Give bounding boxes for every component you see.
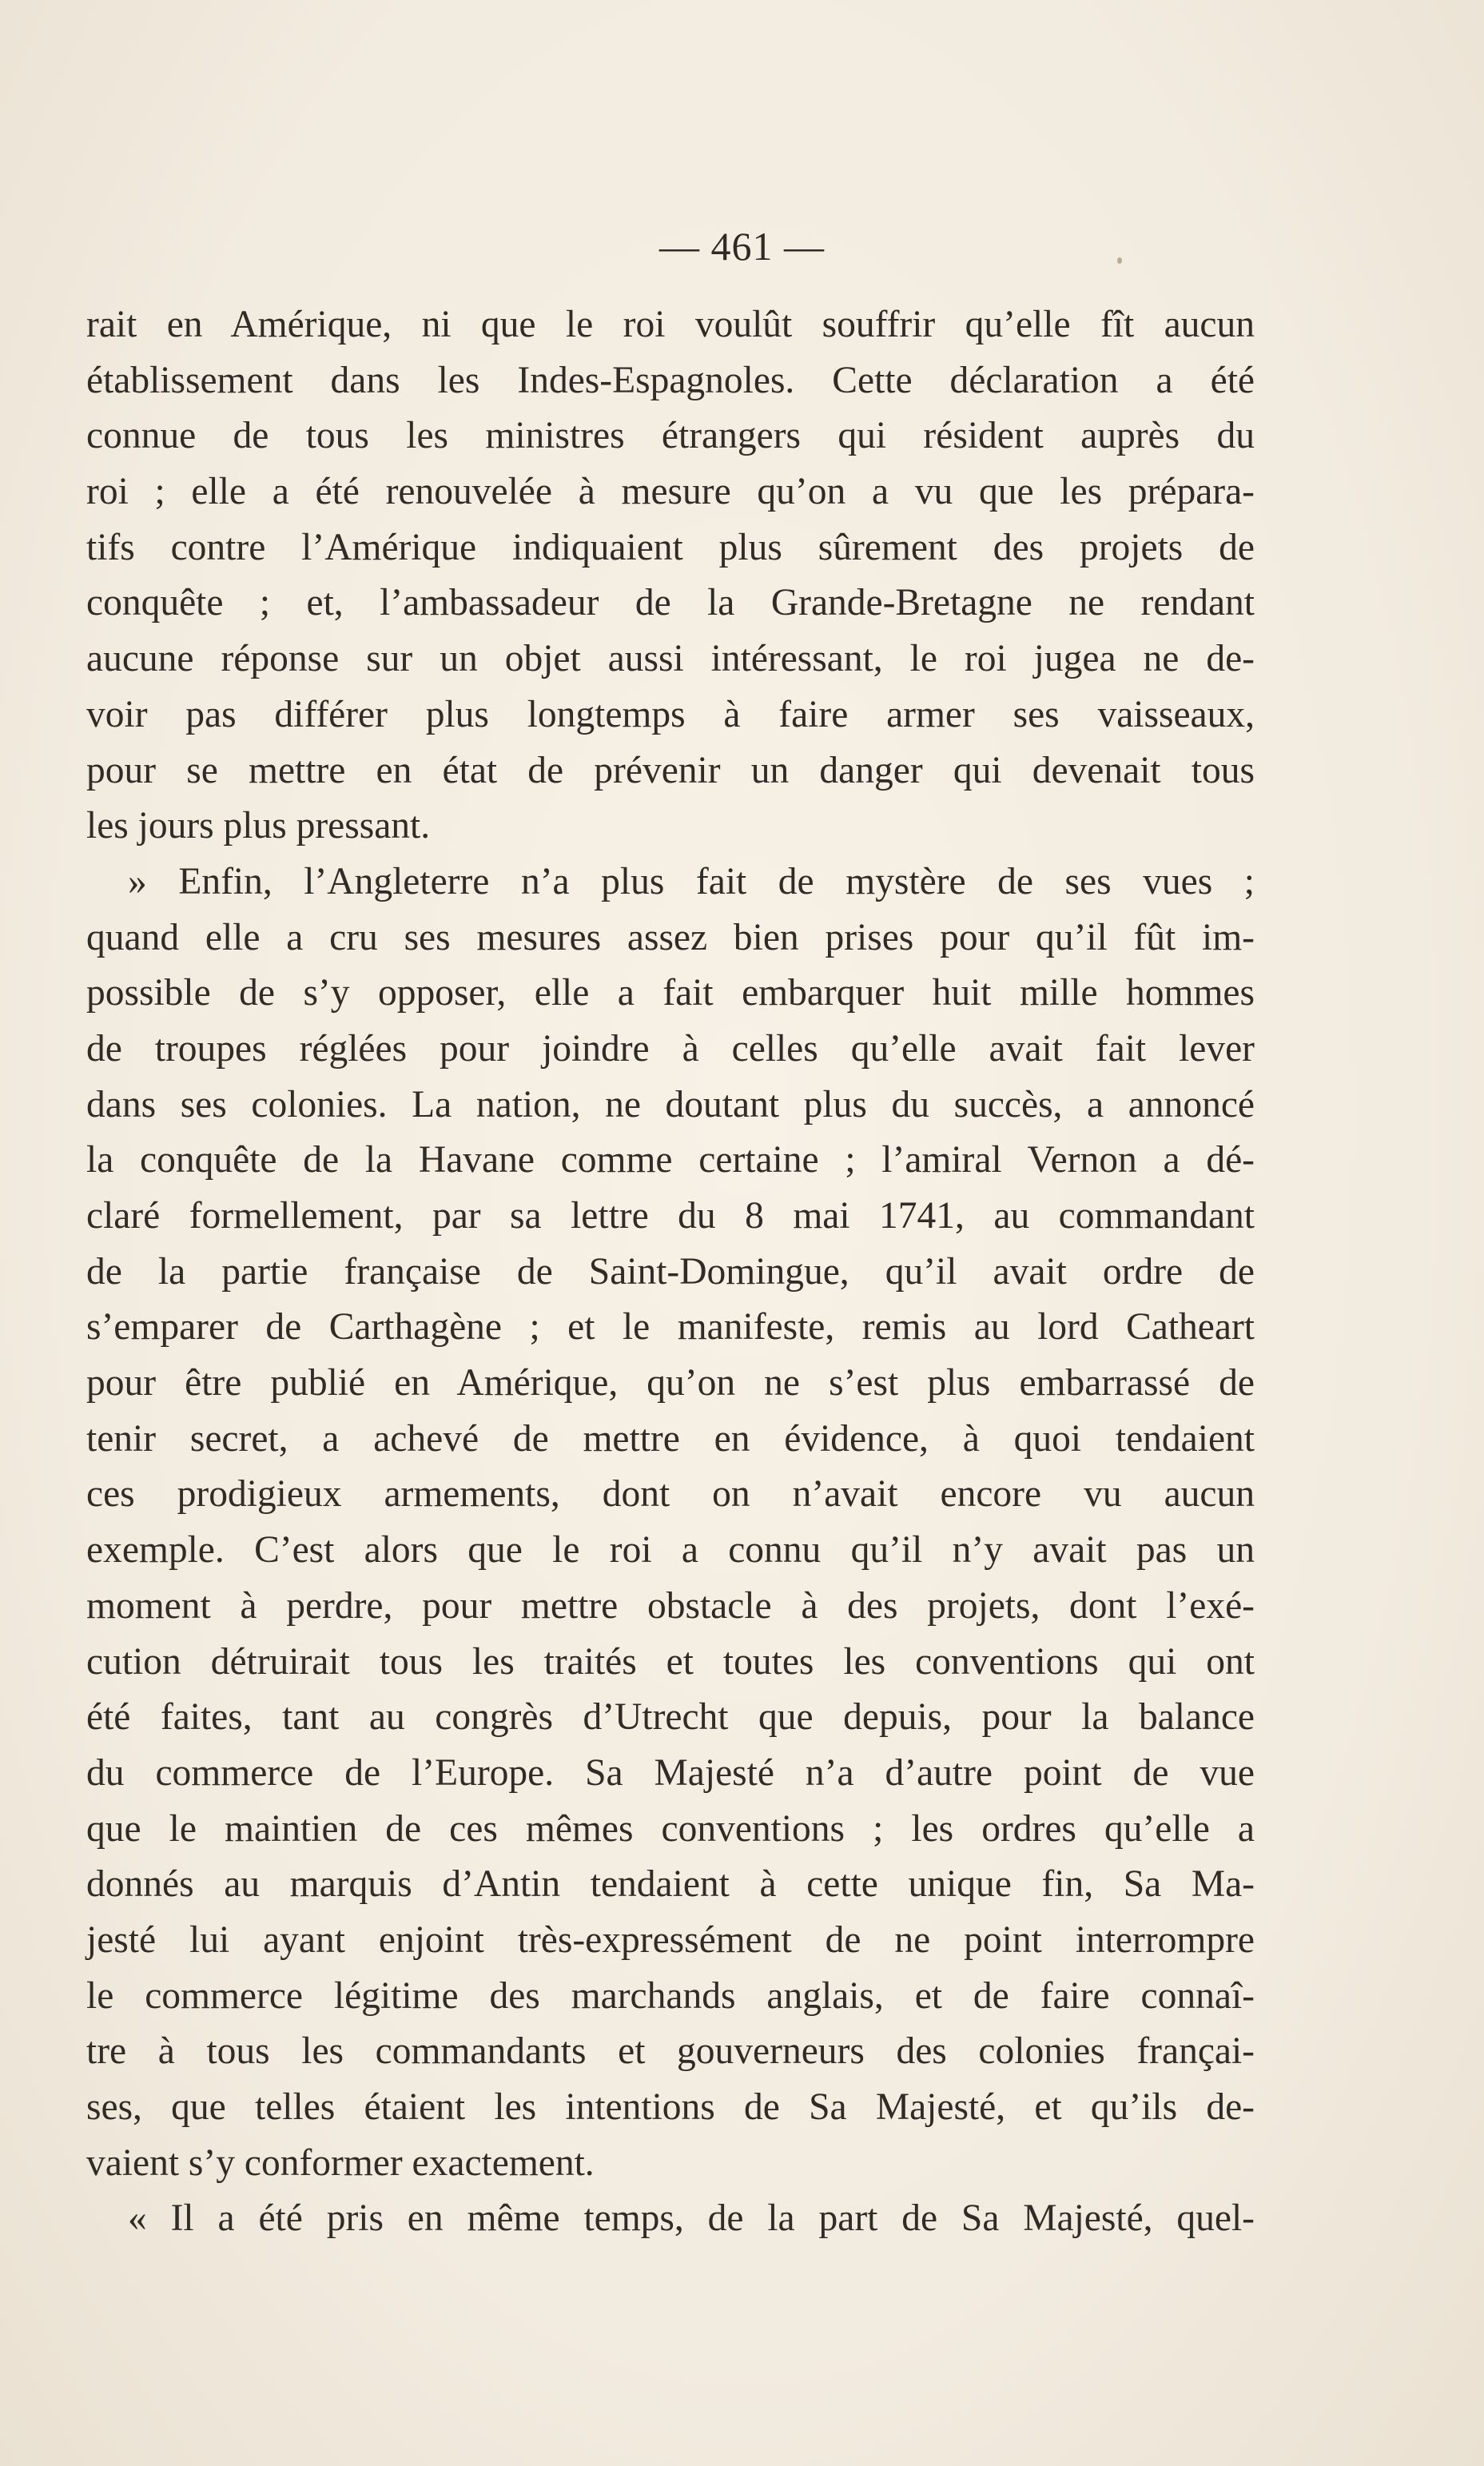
text-line: établissement dans les Indes-Espagnoles. Cette déclaration a été — [86, 359, 1255, 401]
text-line: tifs contre l’Amérique indiquaient plus sûrement des projets de — [86, 526, 1255, 568]
text-line: été faites, tant au congrès d’Utrecht que depuis, pour la balance — [86, 1696, 1255, 1739]
text-line: ses, que telles étaient les intentions de Sa Majesté, et qu’ils de- — [86, 2086, 1255, 2128]
text-line: cution détruirait tous les traités et toutes les conventions qui ont — [86, 1640, 1255, 1683]
text-line: exemple. C’est alors que le roi a connu qu’il n’y avait pas un — [86, 1529, 1255, 1572]
text-line: quand elle a cru ses mesures assez bien prises pour qu’il fût im- — [86, 916, 1255, 958]
text-line: claré formellement, par sa lettre du 8 mai 1741, au commandant — [86, 1195, 1255, 1237]
text-line: voir pas différer plus longtemps à faire armer ses vaisseaux, — [86, 693, 1255, 735]
text-line: rait en Amérique, ni que le roi voulût souffrir qu’elle fît aucun — [86, 304, 1255, 345]
text-line: vaient s’y conformer exactement. — [86, 2141, 595, 2184]
text-line: donnés au marquis d’Antin tendaient à cette unique fin, Sa Ma- — [86, 1863, 1255, 1906]
text-line: aucune réponse sur un objet aussi intéressant, le roi jugea ne de- — [86, 638, 1255, 680]
text-line: que le maintien de ces mêmes conventions ; les ordres qu’elle a — [86, 1807, 1255, 1850]
text-line: s’emparer de Carthagène ; et le manifeste, remis au lord Catheart — [86, 1306, 1255, 1349]
text-line: connue de tous les ministres étrangers qui résident auprès du — [86, 415, 1255, 457]
text-line: la conquête de la Havane comme certaine ; l’amiral Vernon a dé- — [86, 1139, 1255, 1181]
text-line: « Il a été pris en même temps, de la part de Sa Majesté, quel- — [128, 2197, 1255, 2240]
page-number-header: — 461 — — [659, 224, 825, 269]
text-line: ces prodigieux armements, dont on n’avait encore vu aucun — [86, 1473, 1255, 1516]
text-line: roi ; elle a été renouvelée à mesure qu’on a vu que les prépara- — [86, 471, 1255, 513]
text-line: de troupes réglées pour joindre à celles qu’elle avait fait lever — [86, 1027, 1255, 1070]
text-line: possible de s’y opposer, elle a fait embarquer huit mille hommes — [86, 972, 1255, 1014]
text-line: pour se mettre en état de prévenir un danger qui devenait tous — [86, 749, 1255, 791]
text-line: dans ses colonies. La nation, ne doutant plus du succès, a annoncé — [86, 1083, 1255, 1125]
body-text — [86, 297, 1255, 2247]
text-line: le commerce légitime des marchands anglais, et de faire connaî- — [86, 1974, 1255, 2017]
text-line: pour être publié en Amérique, qu’on ne s’est plus embarrassé de — [86, 1362, 1255, 1404]
text-line: conquête ; et, l’ambassadeur de la Grande-Bretagne ne rendant — [86, 582, 1255, 624]
text-line: jesté lui ayant enjoint très-expressément de ne point interrompre — [86, 1918, 1255, 1961]
text-line: les jours plus pressant. — [86, 805, 431, 847]
text-line: du commerce de l’Europe. Sa Majesté n’a d’autre point de vue — [86, 1751, 1255, 1794]
text-line: moment à perdre, pour mettre obstacle à des projets, dont l’exé- — [86, 1584, 1255, 1627]
text-line: tre à tous les commandants et gouverneurs des colonies françai- — [86, 2030, 1255, 2073]
text-line: de la partie française de Saint-Domingue, qu’il avait ordre de — [86, 1250, 1255, 1293]
text-line: tenir secret, a achevé de mettre en évidence, à quoi tendaient — [86, 1417, 1255, 1460]
text-line: » Enfin, l’Angleterre n’a plus fait de mystère de ses vues ; — [128, 860, 1255, 902]
